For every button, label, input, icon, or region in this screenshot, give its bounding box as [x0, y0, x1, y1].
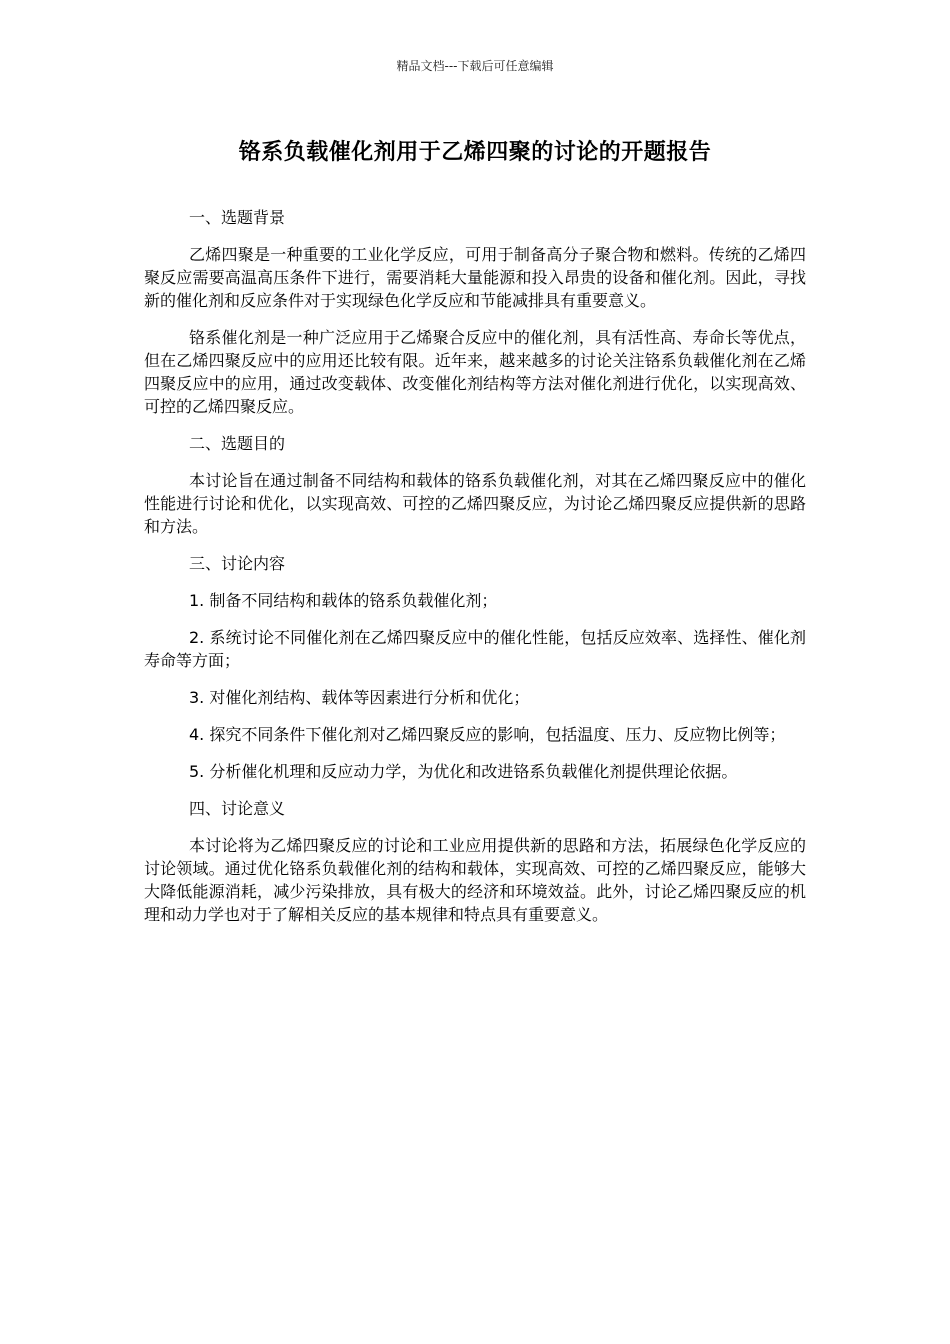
paragraph-background-2: 铬系催化剂是一种广泛应用于乙烯聚合反应中的催化剂，具有活性高、寿命长等优点，但在乙烯四聚反应中的应用还比较有限。近年来，越来越多的讨论关注铬系负载催化剂在乙烯四聚反应中的应用，通过改变载体、改变催化剂结构等方法对催化剂进行优化，以实现高效、可控的乙烯四聚反应。	[144, 328, 806, 416]
section-heading-purpose: 二、选题目的	[189, 434, 286, 453]
section-heading-background: 一、选题背景	[189, 208, 286, 227]
paragraph-background-1: 乙烯四聚是一种重要的工业化学反应，可用于制备高分子聚合物和燃料。传统的乙烯四聚反应需要高温高压条件下进行，需要消耗大量能源和投入昂贵的设备和催化剂。因此，寻找新的催化剂和反应条件对于实现绿色化学反应和节能减排具有重要意义。	[144, 245, 806, 310]
section-heading-content: 三、讨论内容	[189, 554, 286, 573]
paragraph-significance: 本讨论将为乙烯四聚反应的讨论和工业应用提供新的思路和方法，拓展绿色化学反应的讨论领域。通过优化铬系负载催化剂的结构和载体，实现高效、可控的乙烯四聚反应，能够大大降低能源消耗，减少污染排放，具有极大的经济和环境效益。此外，讨论乙烯四聚反应的机理和动力学也对于了解相关反应的基本规律和特点具有重要意义。	[144, 836, 806, 924]
header-note: 精品文档---下载后可任意编辑	[396, 59, 554, 73]
section-heading-significance: 四、讨论意义	[189, 799, 286, 818]
list-item-content-2: 2. 系统讨论不同催化剂在乙烯四聚反应中的催化性能，包括反应效率、选择性、催化剂寿命等方面；	[144, 628, 806, 670]
paragraph-purpose: 本讨论旨在通过制备不同结构和载体的铬系负载催化剂，对其在乙烯四聚反应中的催化性能进行讨论和优化，以实现高效、可控的乙烯四聚反应，为讨论乙烯四聚反应提供新的思路和方法。	[144, 471, 806, 536]
list-item-content-1: 1. 制备不同结构和载体的铬系负载催化剂；	[189, 591, 498, 610]
document-title: 铬系负载催化剂用于乙烯四聚的讨论的开题报告	[238, 140, 712, 165]
list-item-content-4: 4. 探究不同条件下催化剂对乙烯四聚反应的影响，包括温度、压力、反应物比例等；	[189, 725, 786, 744]
document-body	[144, 206, 806, 940]
list-item-content-5: 5. 分析催化机理和反应动力学，为优化和改进铬系负载催化剂提供理论依据。	[189, 762, 738, 781]
list-item-content-3: 3. 对催化剂结构、载体等因素进行分析和优化；	[189, 688, 530, 707]
